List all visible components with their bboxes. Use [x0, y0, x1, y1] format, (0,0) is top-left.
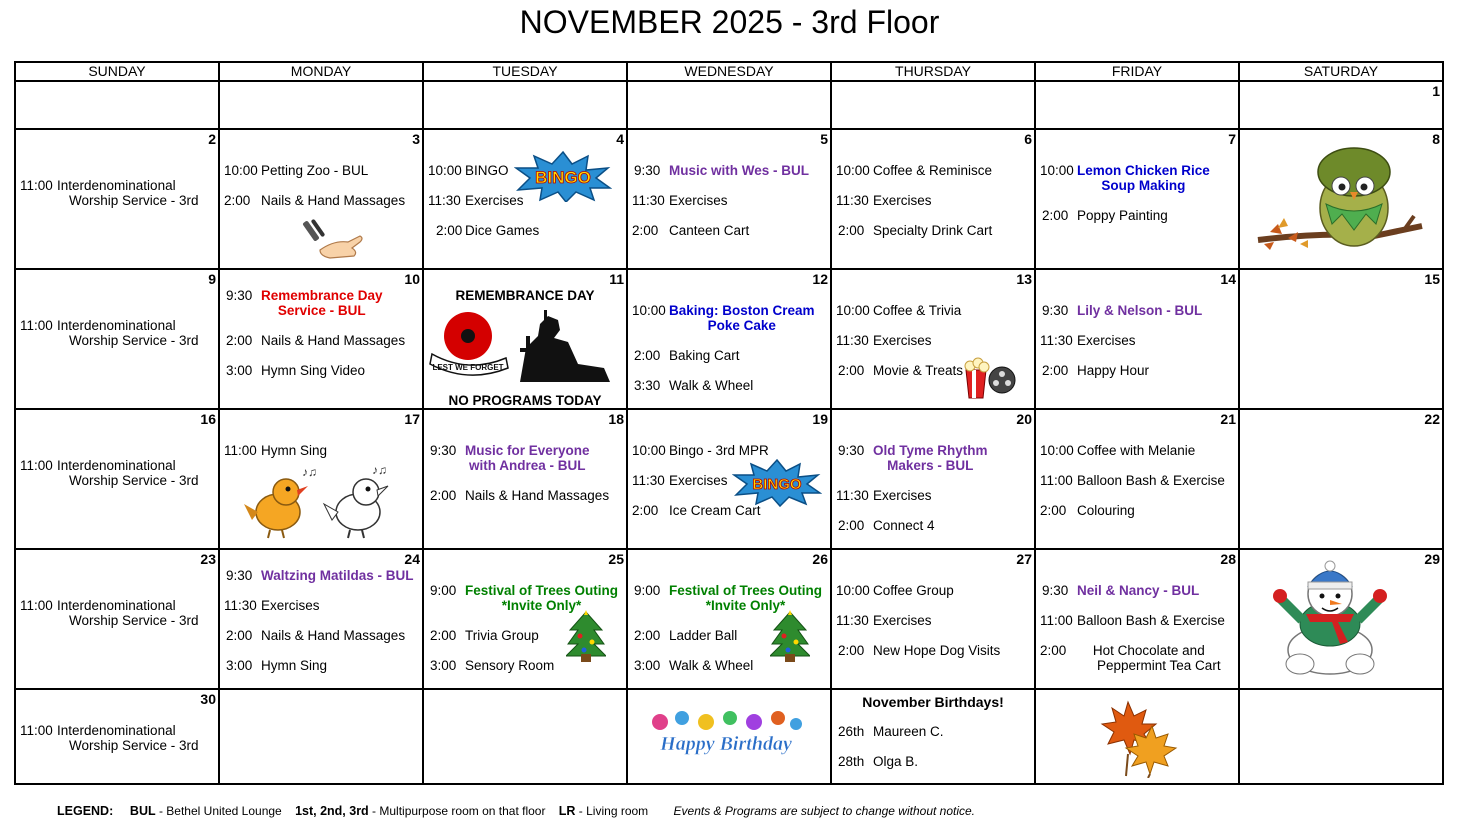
day-number: 26 [812, 551, 828, 567]
event: 2:00 Dice Games [436, 223, 540, 238]
event: 10:00 Coffee & Trivia [836, 303, 962, 318]
event: 9:30 Music for Everyone with Andrea - BUL [430, 443, 590, 473]
day-cell-10 [219, 269, 423, 409]
event: 2:00 Connect 4 [838, 518, 935, 533]
day-number: 21 [1220, 411, 1236, 427]
day-cell-21 [1035, 409, 1239, 549]
day-header-monday: MONDAY [219, 62, 423, 81]
day-number: 27 [1016, 551, 1032, 567]
day-cell-17 [219, 409, 423, 549]
calendar-grid [14, 61, 1444, 785]
day-number: 7 [1228, 131, 1236, 147]
day-number: 24 [404, 551, 420, 567]
event: 2:00 Happy Hour [1042, 363, 1150, 378]
day-cell-27 [831, 549, 1035, 689]
event: 11:30 Exercises [836, 613, 932, 628]
event: 2:00 Specialty Drink Cart [838, 223, 993, 238]
day-header-tuesday: TUESDAY [423, 62, 627, 81]
event: 11:00 Hymn Sing [224, 443, 328, 458]
day-cell-22 [1239, 409, 1443, 549]
event: 9:30 Neil & Nancy - BUL [1042, 583, 1200, 598]
day-header-wednesday: WEDNESDAY [627, 62, 831, 81]
day-cell-19 [627, 409, 831, 549]
event: 2:00 Nails & Hand Massages [226, 333, 406, 348]
day-cell-8 [1239, 129, 1443, 269]
svg-text:Happy Birthday: Happy Birthday [660, 733, 792, 755]
event: 9:30 Remembrance Day Service - BUL [226, 288, 383, 318]
day-number: 25 [608, 551, 624, 567]
day-number: 10 [404, 271, 420, 287]
day-header-friday: FRIDAY [1035, 62, 1239, 81]
day-cell-23 [15, 549, 219, 689]
event: 10:00 Baking: Boston Cream Poke Cake [632, 303, 815, 333]
day-number: 16 [200, 411, 216, 427]
day-cell-16 [15, 409, 219, 549]
event: 2:00 Colouring [1040, 503, 1135, 518]
empty-cell [627, 81, 831, 129]
svg-text:BINGO: BINGO [752, 476, 802, 493]
singing-birds-icon [240, 462, 405, 542]
empty-cell [15, 81, 219, 129]
day-number: 19 [812, 411, 828, 427]
event: 11:00 Balloon Bash & Exercise [1040, 613, 1225, 628]
day-cell-14 [1035, 269, 1239, 409]
event: 11:00 Balloon Bash & Exercise [1040, 473, 1225, 488]
event: 11:00 Interdenominational Worship Service - 3rd [20, 458, 199, 488]
day-number: 28 [1220, 551, 1236, 567]
day-cell-13 [831, 269, 1035, 409]
event: 2:00 Nails & Hand Massages [224, 193, 406, 208]
event: 2:00 Trivia Group [430, 628, 539, 643]
day-number: 12 [812, 271, 828, 287]
svg-text:BINGO: BINGO [535, 168, 591, 187]
event: 10:00 Bingo - 3rd MPR [632, 443, 769, 458]
event: 11:30 Exercises [632, 193, 728, 208]
empty-cell [423, 689, 627, 784]
day-cell-24 [219, 549, 423, 689]
event: 10:00 Petting Zoo - BUL [224, 163, 369, 178]
event: 10:00 BINGO [428, 163, 509, 178]
event: 2:00 Poppy Painting [1042, 208, 1168, 223]
event: 11:30 Exercises [836, 193, 932, 208]
event: 10:00 Lemon Chicken Rice Soup Making [1040, 163, 1210, 193]
day-number: 22 [1424, 411, 1440, 427]
day-number: 6 [1024, 131, 1032, 147]
day-cell-26 [627, 549, 831, 689]
day-number: 5 [820, 131, 828, 147]
event: 3:30 Walk & Wheel [634, 378, 754, 393]
day-cell-29 [1239, 549, 1443, 689]
no-programs-note: NO PROGRAMS TODAY [448, 393, 602, 408]
event: 9:30 Lily & Nelson - BUL [1042, 303, 1203, 318]
event: 2:00 Canteen Cart [632, 223, 750, 238]
bingo-starburst-icon [732, 458, 822, 508]
day-cell-4 [423, 129, 627, 269]
poppy-soldier-icon [428, 308, 618, 384]
day-cell-6 [831, 129, 1035, 269]
event: 3:00 Sensory Room [430, 658, 555, 673]
day-cell-11 [423, 269, 627, 409]
day-number: 23 [200, 551, 216, 567]
day-cell-18 [423, 409, 627, 549]
day-cell-9 [15, 269, 219, 409]
birthday-entry: 26th Maureen C. [838, 724, 944, 739]
empty-cell [1239, 689, 1443, 784]
event: 2:00 Movie & Treats [838, 363, 964, 378]
empty-cell [423, 81, 627, 129]
day-cell-1 [1239, 81, 1443, 129]
day-cell-28 [1035, 549, 1239, 689]
snowman-icon [1270, 558, 1390, 678]
autumn-leaves-icon [1098, 698, 1178, 778]
event: 2:00 Baking Cart [634, 348, 740, 363]
day-number: 4 [616, 131, 624, 147]
event: 11:00 Interdenominational Worship Service - 3rd [20, 598, 199, 628]
legend-note: Events & Programs are subject to change without notice. [673, 804, 976, 818]
legend: LEGEND: BUL - Bethel United Lounge 1st, 2nd, 3rd - Multipurpose room on that floor LR - Living room Events & Programs are subject to change without notice. [57, 804, 976, 818]
day-number: 17 [404, 411, 420, 427]
event: 9:30 Waltzing Matildas - BUL [226, 568, 414, 583]
event: 2:00 Hot Chocolate and Peppermint Tea Cart [1040, 643, 1221, 673]
birthdays-title: November Birthdays! [862, 694, 1004, 710]
day-header-thursday: THURSDAY [831, 62, 1035, 81]
svg-text:♪♫: ♪♫ [302, 465, 317, 479]
day-number: 2 [208, 131, 216, 147]
event: 11:00 Interdenominational Worship Service - 3rd [20, 318, 199, 348]
day-cell-3 [219, 129, 423, 269]
event: 11:30 Exercises [428, 193, 524, 208]
event: 11:30 Exercises [836, 488, 932, 503]
day-cell-12 [627, 269, 831, 409]
day-number: 13 [1016, 271, 1032, 287]
event: 9:00 Festival of Trees Outing *Invite Only* [430, 583, 619, 613]
day-header-sunday: SUNDAY [15, 62, 219, 81]
day-number: 30 [200, 691, 216, 707]
day-number: 1 [1432, 83, 1440, 99]
event: 2:00 Ice Cream Cart [632, 503, 761, 518]
happy-birthday-cell [627, 689, 831, 784]
event: 11:30 Exercises [224, 598, 320, 613]
remembrance-heading: REMEMBRANCE DAY [455, 288, 595, 303]
day-number: 14 [1220, 271, 1236, 287]
day-number: 11 [609, 271, 624, 287]
event: 2:00 Nails & Hand Massages [226, 628, 406, 643]
day-number: 9 [208, 271, 216, 287]
page-title: NOVEMBER 2025 - 3rd Floor [519, 4, 940, 40]
day-cell-7 [1035, 129, 1239, 269]
event: 11:00 Interdenominational Worship Service - 3rd [20, 723, 199, 753]
event: 9:30 Old Tyme Rhythm Makers - BUL [838, 443, 988, 473]
day-cell-25 [423, 549, 627, 689]
day-cell-30 [15, 689, 219, 784]
day-header-saturday: SATURDAY [1239, 62, 1443, 81]
day-cell-5 [627, 129, 831, 269]
empty-cell [831, 81, 1035, 129]
owl-on-branch-icon [1254, 140, 1424, 262]
event: 11:30 Exercises [836, 333, 932, 348]
event: 3:00 Hymn Sing [226, 658, 328, 673]
day-number: 15 [1424, 271, 1440, 287]
svg-text:♪♫: ♪♫ [372, 463, 387, 477]
christmas-tree-icon [566, 610, 606, 662]
bingo-starburst-icon [514, 150, 612, 202]
birthday-entry: 28th Olga B. [838, 754, 919, 769]
day-number: 20 [1016, 411, 1032, 427]
nail-polish-hand-icon [300, 216, 370, 262]
event: 2:00 Nails & Hand Massages [430, 488, 610, 503]
event: 11:30 Exercises [1040, 333, 1136, 348]
day-number: 3 [412, 131, 420, 147]
christmas-tree-icon [770, 610, 810, 662]
event: 9:30 Music with Wes - BUL [634, 163, 810, 178]
event: 10:00 Coffee Group [836, 583, 954, 598]
autumn-leaves-cell [1035, 689, 1239, 784]
day-cell-2 [15, 129, 219, 269]
empty-cell [1035, 81, 1239, 129]
event: 10:00 Coffee & Reminisce [836, 163, 993, 178]
empty-cell [219, 81, 423, 129]
day-cell-15 [1239, 269, 1443, 409]
svg-text:LEST WE FORGET: LEST WE FORGET [432, 363, 504, 372]
event: 10:00 Coffee with Melanie [1040, 443, 1196, 458]
day-number: 8 [1432, 131, 1440, 147]
event: 2:00 Ladder Ball [634, 628, 738, 643]
event: 3:00 Hymn Sing Video [226, 363, 366, 378]
day-number: 29 [1424, 551, 1440, 567]
event: 2:00 New Hope Dog Visits [838, 643, 1001, 658]
event: 9:00 Festival of Trees Outing *Invite Only* [634, 583, 823, 613]
event: 11:30 Exercises [632, 473, 728, 488]
day-number: 18 [608, 411, 624, 427]
happy-birthday-balloons-icon [646, 710, 806, 762]
day-cell-20 [831, 409, 1035, 549]
birthdays-cell [831, 689, 1035, 784]
empty-cell [219, 689, 423, 784]
popcorn-film-icon [962, 354, 1020, 400]
event: 3:00 Walk & Wheel [634, 658, 754, 673]
event: 11:00 Interdenominational Worship Service - 3rd [20, 178, 199, 208]
